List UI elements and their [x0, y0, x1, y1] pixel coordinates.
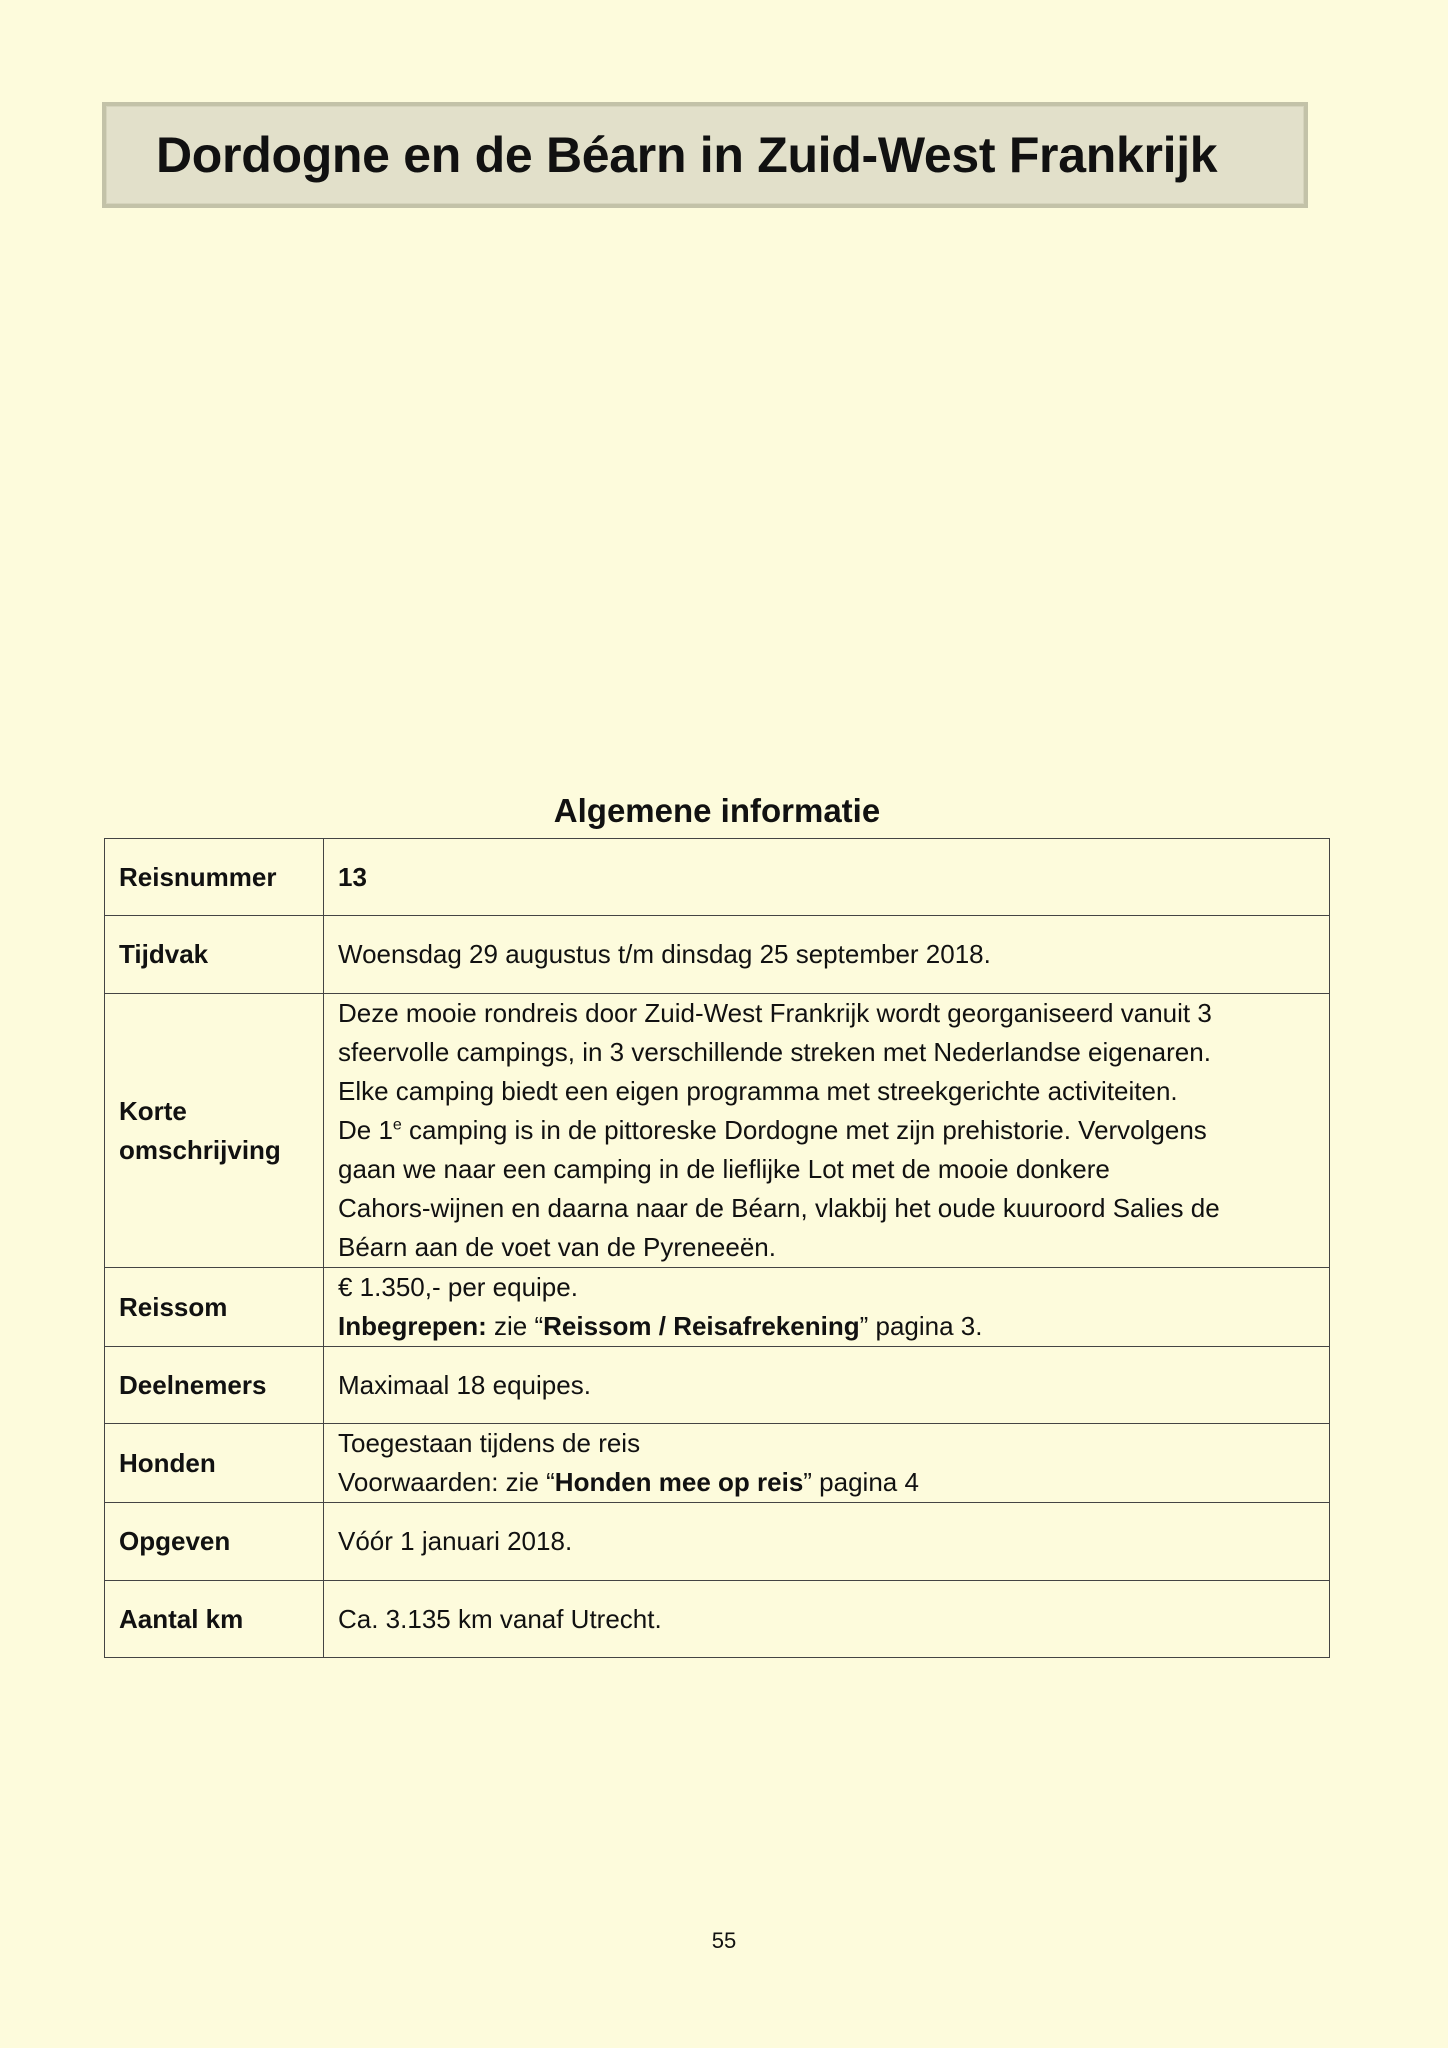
title-box [102, 102, 1308, 208]
honden-ref-prefix: Voorwaarden: zie “ [338, 1467, 555, 1497]
table-row [105, 916, 1330, 994]
omschrijving-line [338, 1111, 1315, 1150]
table-row [105, 1268, 1330, 1347]
page-title: Dordogne en de Béarn in Zuid-West Frankrijk [156, 127, 1218, 183]
label-omschrijving [105, 994, 324, 1268]
label-aantal-km: Aantal km [105, 1581, 324, 1658]
omschrijving-line4-rest: camping is in de pittoreske Dordogne met zijn prehistorie. Vervolgens [401, 1115, 1207, 1145]
omschrijving-line4-start: De 1 [338, 1115, 393, 1145]
omschrijving-line: Béarn aan de voet van de Pyreneeën. [338, 1232, 776, 1262]
label-omschrijving-line1: Korte [119, 1095, 187, 1126]
label-reisnummer: Reisnummer [105, 839, 324, 916]
inbegrepen-label: Inbegrepen: [338, 1311, 487, 1341]
section-heading: Algemene informatie [553, 792, 881, 829]
value-omschrijving [324, 994, 1330, 1268]
value-deelnemers: Maximaal 18 equipes. [324, 1347, 1330, 1424]
value-opgeven: Vóór 1 januari 2018. [324, 1503, 1330, 1581]
info-table [104, 838, 1330, 1658]
honden-line1: Toegestaan tijdens de reis [338, 1428, 641, 1458]
honden-ref-tail: ” pagina 4 [803, 1467, 919, 1497]
value-aantal-km: Ca. 3.135 km vanaf Utrecht. [324, 1581, 1330, 1658]
table-row [105, 1347, 1330, 1424]
label-honden: Honden [105, 1424, 324, 1503]
label-deelnemers: Deelnemers [105, 1347, 324, 1424]
table-row [105, 839, 1330, 916]
table-row [105, 994, 1330, 1268]
reissom-price: € 1.350,- per equipe. [338, 1272, 578, 1302]
value-tijdvak: Woensdag 29 augustus t/m dinsdag 25 september 2018. [324, 916, 1330, 994]
value-reisnummer: 13 [324, 839, 1330, 916]
page-number: 55 [711, 1928, 737, 1953]
omschrijving-line: Cahors-wijnen en daarna naar de Béarn, vlakbij het oude kuuroord Salies de [338, 1193, 1220, 1223]
reissom-ref: Reissom / Reisafrekening [543, 1311, 860, 1341]
superscript-e: e [392, 1116, 402, 1134]
value-reissom [324, 1268, 1330, 1347]
table-row [105, 1424, 1330, 1503]
reissom-ref-tail: ” pagina 3. [859, 1311, 983, 1341]
omschrijving-line: gaan we naar een camping in de lieflijke Lot met de mooie donkere [338, 1154, 1110, 1184]
label-omschrijving-line2: omschrijving [119, 1134, 281, 1165]
label-reissom: Reissom [105, 1268, 324, 1347]
reissom-included [338, 1307, 1315, 1346]
honden-line2 [338, 1463, 1315, 1502]
label-opgeven: Opgeven [105, 1503, 324, 1581]
omschrijving-line: sfeervolle campings, in 3 verschillende streken met Nederlandse eigenaren. [338, 1037, 1211, 1067]
table-row [105, 1503, 1330, 1581]
honden-ref: Honden mee op reis [554, 1467, 804, 1497]
label-tijdvak: Tijdvak [105, 916, 324, 994]
table-row [105, 1581, 1330, 1658]
value-honden [324, 1424, 1330, 1503]
omschrijving-line: Deze mooie rondreis door Zuid-West Frankrijk wordt georganiseerd vanuit 3 [338, 998, 1212, 1028]
reissom-ref-prefix: zie “ [486, 1311, 544, 1341]
omschrijving-line: Elke camping biedt een eigen programma met streekgerichte activiteiten. [338, 1076, 1178, 1106]
